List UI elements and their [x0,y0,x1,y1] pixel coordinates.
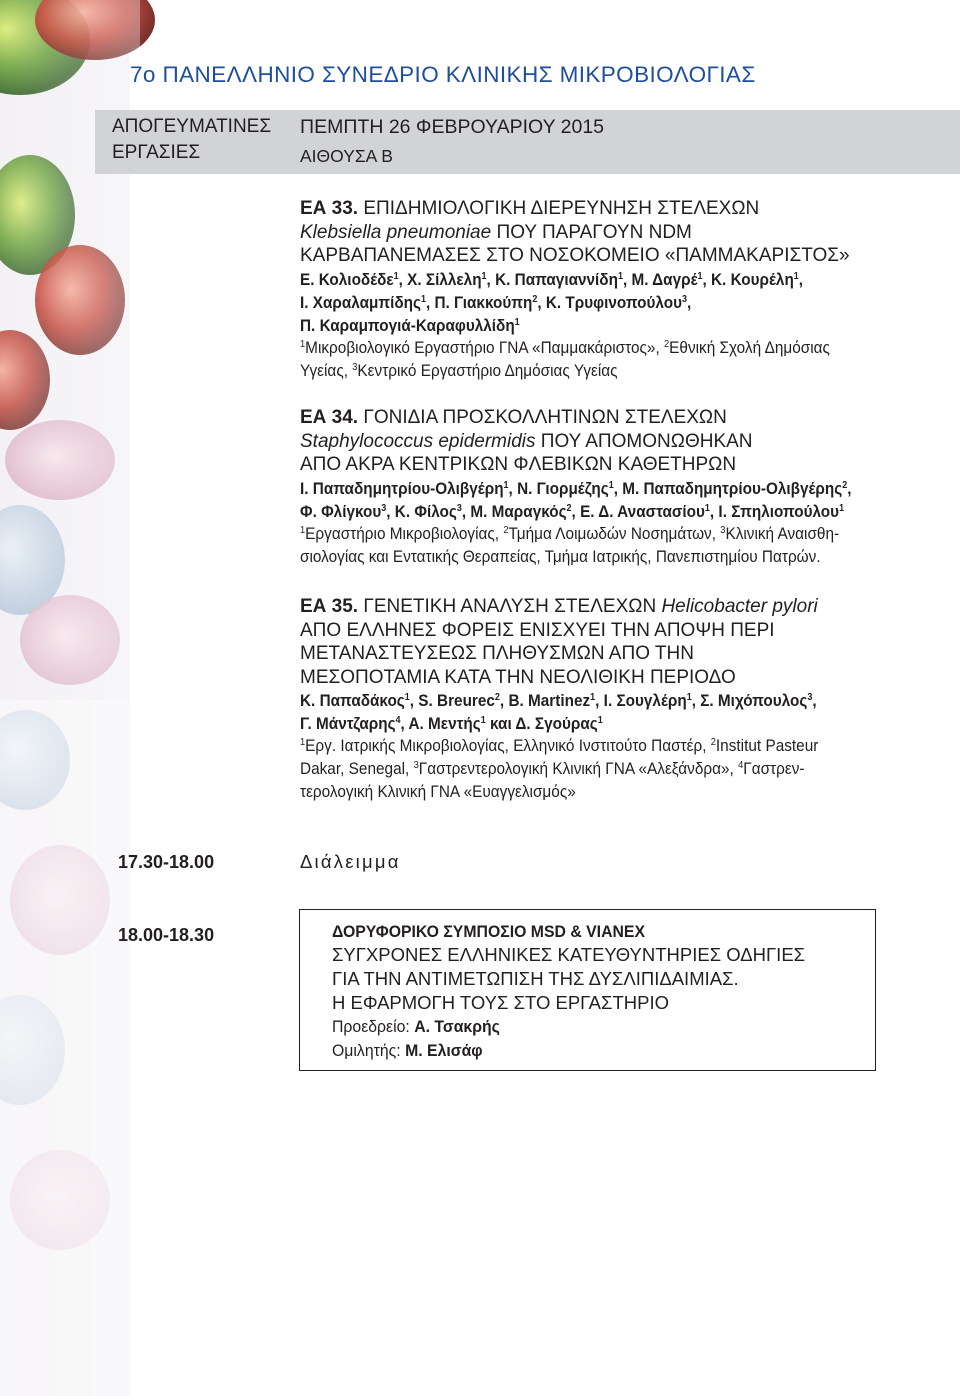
abstract-authors: Γ. Μάντζαρης$^4$, Α. Μεντής$^1$ και Δ. Σγούρας$^1$ [300,714,603,733]
abstract-title-line [300,221,900,245]
affiliation-line: Dakar, Senegal, $^3$Γαστρεντερολογική Κλινική ΓΝΑ «Αλεξάνδρα», $^4$Γαστρεν- [300,760,805,778]
abstract-title-text: ΓΕΝΕΤΙΚΗ ΑΝΑΛΥΣΗ ΣΤΕΛΕΧΩΝ [363,596,657,617]
abstract-title-line: ΚΑΡΒΑΠΑΝΕΜΑΣΕΣ ΣΤΟ ΝΟΣΟΚΟΜΕΙΟ «ΠΑΜΜΑΚΑΡΙΣΤΟΣ» [300,245,850,266]
abstract-affiliations [300,337,858,383]
abstract-title-text: ΓΟΝΙΔΙΑ ΠΡΟΣΚΟΛΛΗΤΙΝΩΝ ΣΤΕΛΕΧΩΝ [363,407,727,428]
symposium-title: ΔΟΡΥΦΟΡΙΚΟ ΣΥΜΠΟΣΙΟ MSD & VIANEX [332,922,646,941]
abstract-affiliations [300,735,858,804]
abstract-title-line [300,430,900,454]
abstract-code: ΕΑ 33. [300,198,359,219]
abstract-authors: Ι. Χαραλαμπίδης$^1$, Π. Γιακκούπη$^2$, Κ. Τρυφινοπούλου$^3$, [300,292,692,312]
session-room: ΑΙΘΟΥΣΑ Β [300,146,393,166]
abstract-title-line [300,197,900,221]
abstract-authors: Π. Καραμπογιά-Καραφυλλίδη$^1$ [300,315,520,335]
session-date: ΠΕΜΠΤΗ 26 ΦΕΒΡΟΥΑΡΙΟΥ 2015 [300,116,605,138]
affiliation-line: $^1$Μικροβιολογικό Εργαστήριο ΓΝΑ «Παμμακάριστος», $^2$Εθνική Σχολή Δημόσιας [300,338,830,357]
abstract-code: ΕΑ 35. [300,596,359,617]
abstract-title-line: ΜΕΤΑΝΑΣΤΕΥΣΕΩΣ ΠΛΗΘΥΣΜΩΝ ΑΠΟ ΤΗΝ [300,643,694,664]
abstract-title-text: ΠΟΥ ΠΑΡΑΓΟΥΝ NDM [496,221,692,243]
abstract-ea34 [300,406,900,569]
conference-title: 7ο ΠΑΝΕΛΛΗΝΙΟ ΣΥΝΕΔΡΙΟ ΚΛΙΝΙΚΗΣ ΜΙΚΡΟΒΙΟΛΟΓΙΑΣ [130,62,756,87]
session-type [112,114,282,166]
abstract-authors: Ε. Κολιοδέδε$^1$, Χ. Σίλλελη$^1$, Κ. Παπαγιαννίδη$^1$, Μ. Δαγρέ$^1$, Κ. Κουρέλη$^1$, [300,269,804,289]
speaker-label: Ομιλητής: [332,1041,401,1060]
abstract-authors: Κ. Παπαδάκος$^1$, S. Breurec$^2$, B. Martinez$^1$, Ι. Σουγλέρη$^1$, Σ. Μιχόπουλος$^3$, [300,691,817,710]
chair-name: Α. Τσακρής [414,1017,500,1036]
abstract-title-text: ΕΠΙΔΗΜΙΟΛΟΓΙΚΗ ΔΙΕΡΕΥΝΗΣΗ ΣΤΕΛΕΧΩΝ [363,198,760,219]
abstract-ea33 [300,197,900,383]
organism-name: Staphylococcus epidermidis [300,430,536,452]
symposium-box [299,909,876,1071]
abstract-authors: Ι. Παπαδημητρίου-Ολιβγέρη$^1$, Ν. Γιορμέζης$^1$, Μ. Παπαδημητρίου-Ολιβγέρης$^2$, [300,478,852,498]
symposium-topic-line: ΣΥΓΧΡΟΝΕΣ ΕΛΛΗΝΙΚΕΣ ΚΑΤΕΥΘΥΝΤΗΡΙΕΣ ΟΔΗΓΙΕΣ [332,944,806,965]
abstract-ea35 [300,595,900,804]
abstract-affiliations [300,523,858,569]
abstract-code: ΕΑ 34. [300,407,359,428]
break-time: 17.30-18.00 [118,852,215,872]
abstract-title-line: ΜΕΣΟΠΟΤΑΜΙΑ ΚΑΤΑ ΤΗΝ ΝΕΟΛΙΘΙΚΗ ΠΕΡΙΟΔΟ [300,666,736,688]
symposium-chair [332,1015,837,1039]
organism-name: Klebsiella pneumoniae [300,221,492,243]
symposium-topic-line: Η ΕΦΑΡΜΟΓΗ ΤΟΥΣ ΣΤΟ ΕΡΓΑΣΤΗΡΙΟ [332,992,669,1013]
session-type-line-2: ΕΡΓΑΣΙΕΣ [112,142,201,163]
break-label: Διάλειμμα [300,851,401,872]
abstract-title-line [300,595,900,619]
abstract-title-line [300,406,900,430]
affiliation-line: σιολογίας και Εντατικής Θεραπείας, Τμήμα Ιατρικής, Πανεπιστημίου Πατρών. [300,547,821,566]
abstract-title-line: ΑΠΟ ΕΛΛΗΝΕΣ ΦΟΡΕΙΣ ΕΝΙΣΧΥΕΙ ΤΗΝ ΑΠΟΨΗ ΠΕΡΙ [300,619,775,641]
affiliation-line: $^1$Εργαστήριο Μικροβιολογίας, $^2$Τμήμα Λοιμωδών Νοσημάτων, $^3$Κλινική Αναισθη- [300,524,840,543]
abstract-title-line: ΑΠΟ ΑΚΡΑ ΚΕΝΤΡΙΚΩΝ ΦΛΕΒΙΚΩΝ ΚΑΘΕΤΗΡΩΝ [300,454,737,475]
symposium-speaker [332,1039,837,1063]
chair-label: Προεδρείο: [332,1017,410,1036]
session-type-line-1: ΑΠΟΓΕΥΜΑΤΙΝΕΣ [112,116,272,137]
affiliation-line: Υγείας, $^3$Κεντρικό Εργαστήριο Δημόσιας Υγείας [300,361,618,380]
symposium-topic-line: ΓΙΑ ΤΗΝ ΑΝΤΙΜΕΤΩΠΙΣΗ ΤΗΣ ΔΥΣΛΙΠΙΔΑΙΜΙΑΣ. [332,968,739,989]
affiliation-line: τερολογική Κλινική ΓΝΑ «Ευαγγελισμός» [300,783,576,801]
affiliation-line: $^1$Εργ. Ιατρικής Μικροβιολογίας, Ελληνικό Ινστιτούτο Παστέρ, $^2$Institut Pasteur [300,737,819,755]
organism-name: Helicobacter pylori [661,596,818,617]
abstract-authors: Φ. Φλίγκου$^3$, Κ. Φίλος$^3$, Μ. Μαραγκός$^2$, Ε. Δ. Αναστασίου$^1$, Ι. Σπηλιοπούλου$^1$ [300,501,845,521]
speaker-name: Μ. Ελισάφ [405,1041,483,1060]
abstract-title-text: ΠΟΥ ΑΠΟΜΟΝΩΘΗΚΑΝ [540,430,753,452]
symposium-time: 18.00-18.30 [118,925,215,945]
